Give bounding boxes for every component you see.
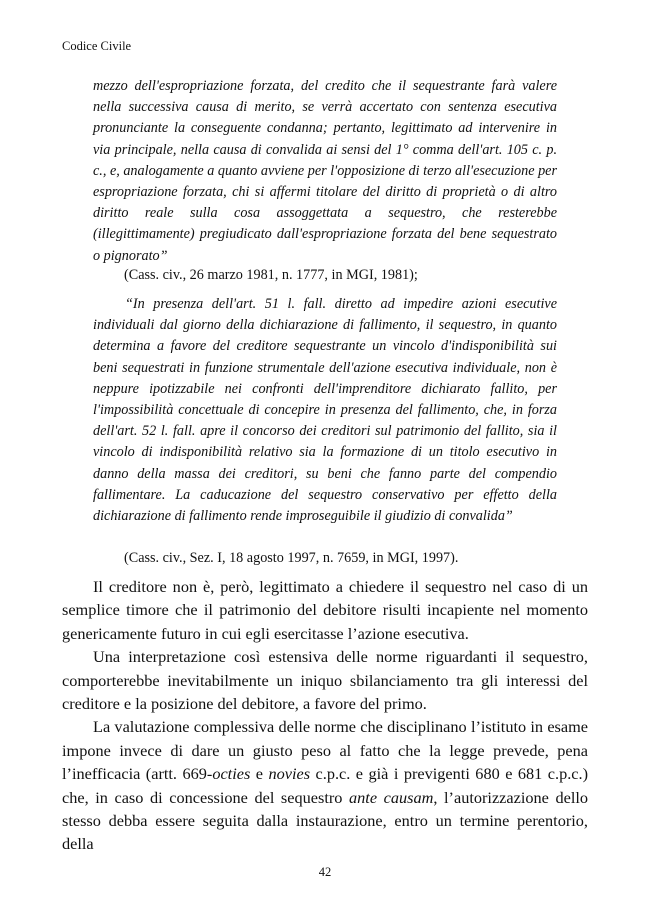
quote-citation: (Cass. civ., Sez. I, 18 agosto 1997, n. 7659, in MGI, 1997).	[124, 550, 459, 566]
jurisprudence-quote	[93, 294, 557, 527]
jurisprudence-quote-continued	[93, 76, 557, 267]
page-number: 42	[318, 865, 332, 879]
text-run: e	[250, 764, 269, 784]
body-text	[62, 575, 588, 856]
running-header: Codice Civile	[62, 39, 132, 53]
text-run: , l’autorizzazione dello stesso debba essere seguita dalla instaurazione, entro un termine perentorio, della	[62, 787, 589, 854]
text-run: c.p.c. e già i previgenti 680 e 681 c.p.c.) che, in caso di concessione del sequestro	[62, 764, 589, 807]
text-run: La valutazione complessiva delle norme che disciplinano l’istituto in esame impone invece di dare un giusto peso al fatto che la legge prevede, pena l’inefficacia (artt. 669-	[62, 717, 588, 784]
italic-term: novies	[268, 764, 311, 784]
quote-text: “In presenza dell'art. 51 l. fall. diretto ad impedire azioni esecutive individuali dal giorno della dichiarazione di fallimento, il sequestro, in quanto determina a favore del creditore sequestrante un vincolo d'indisponibilità sui beni sequestrati in funzione strumentale dell'azione esecutiva individuale, non è neppure ipotizzabile nei confronti dell'imprenditore dichiarato fallito, per l'impossibilità concettuale di concepire in presenza del fallimento, che, in forza dell'art. 52 l. fall. apre il concorso dei creditori sul patrimonio del fallito, sia il vincolo di indisponibilità relativo sia la formazione di un titolo esecutivo in danno della massa dei creditori, su beni che fanno parte del compendio fallimentare. La caducazione del sequestro conservativo per effetto della dichiarazione di fallimento rende improseguibile il giudizio di convalida”	[93, 296, 557, 525]
quote-citation: (Cass. civ., 26 marzo 1981, n. 1777, in MGI, 1981);	[124, 267, 418, 283]
body-paragraph: Una interpretazione così estensiva delle norme riguardanti il sequestro, comporterebbe inevitabilmente un iniquo sbilanciamento tra gli interessi del creditore e la posizione del debitore, a favore del primo.	[62, 647, 588, 714]
quote-text: mezzo dell'espropriazione forzata, del credito che il sequestrante farà valere nella successiva causa di merito, se verrà accertato con sentenza esecutiva pronunciante la conseguente condanna; pertanto, legittimato ad intervenire in via principale, nella causa di convalida ai sensi del 1° comma dell'art. 105 c. p. c., e, analogamente a quanto avviene per l'opposizione di terzo all'esecuzione per espropriazione forzata, chi si affermi titolare del diritto di proprietà o di altro diritto reale sulla cosa assoggettata a sequestro, che resterebbe (illegittimamente) pregiudicato dall'espropriazione forzata del bene sequestrato o pignorato”	[93, 78, 557, 264]
body-paragraph	[62, 715, 588, 855]
italic-term: octies	[212, 764, 251, 784]
italic-term: ante causam	[349, 787, 434, 807]
body-paragraph: Il creditore non è, però, legittimato a chiedere il sequestro nel caso di un semplice timore che il patrimonio del debitore risulti incapiente nel momento genericamente futuro in cui egli esercitasse l’azione esecutiva.	[62, 577, 588, 643]
